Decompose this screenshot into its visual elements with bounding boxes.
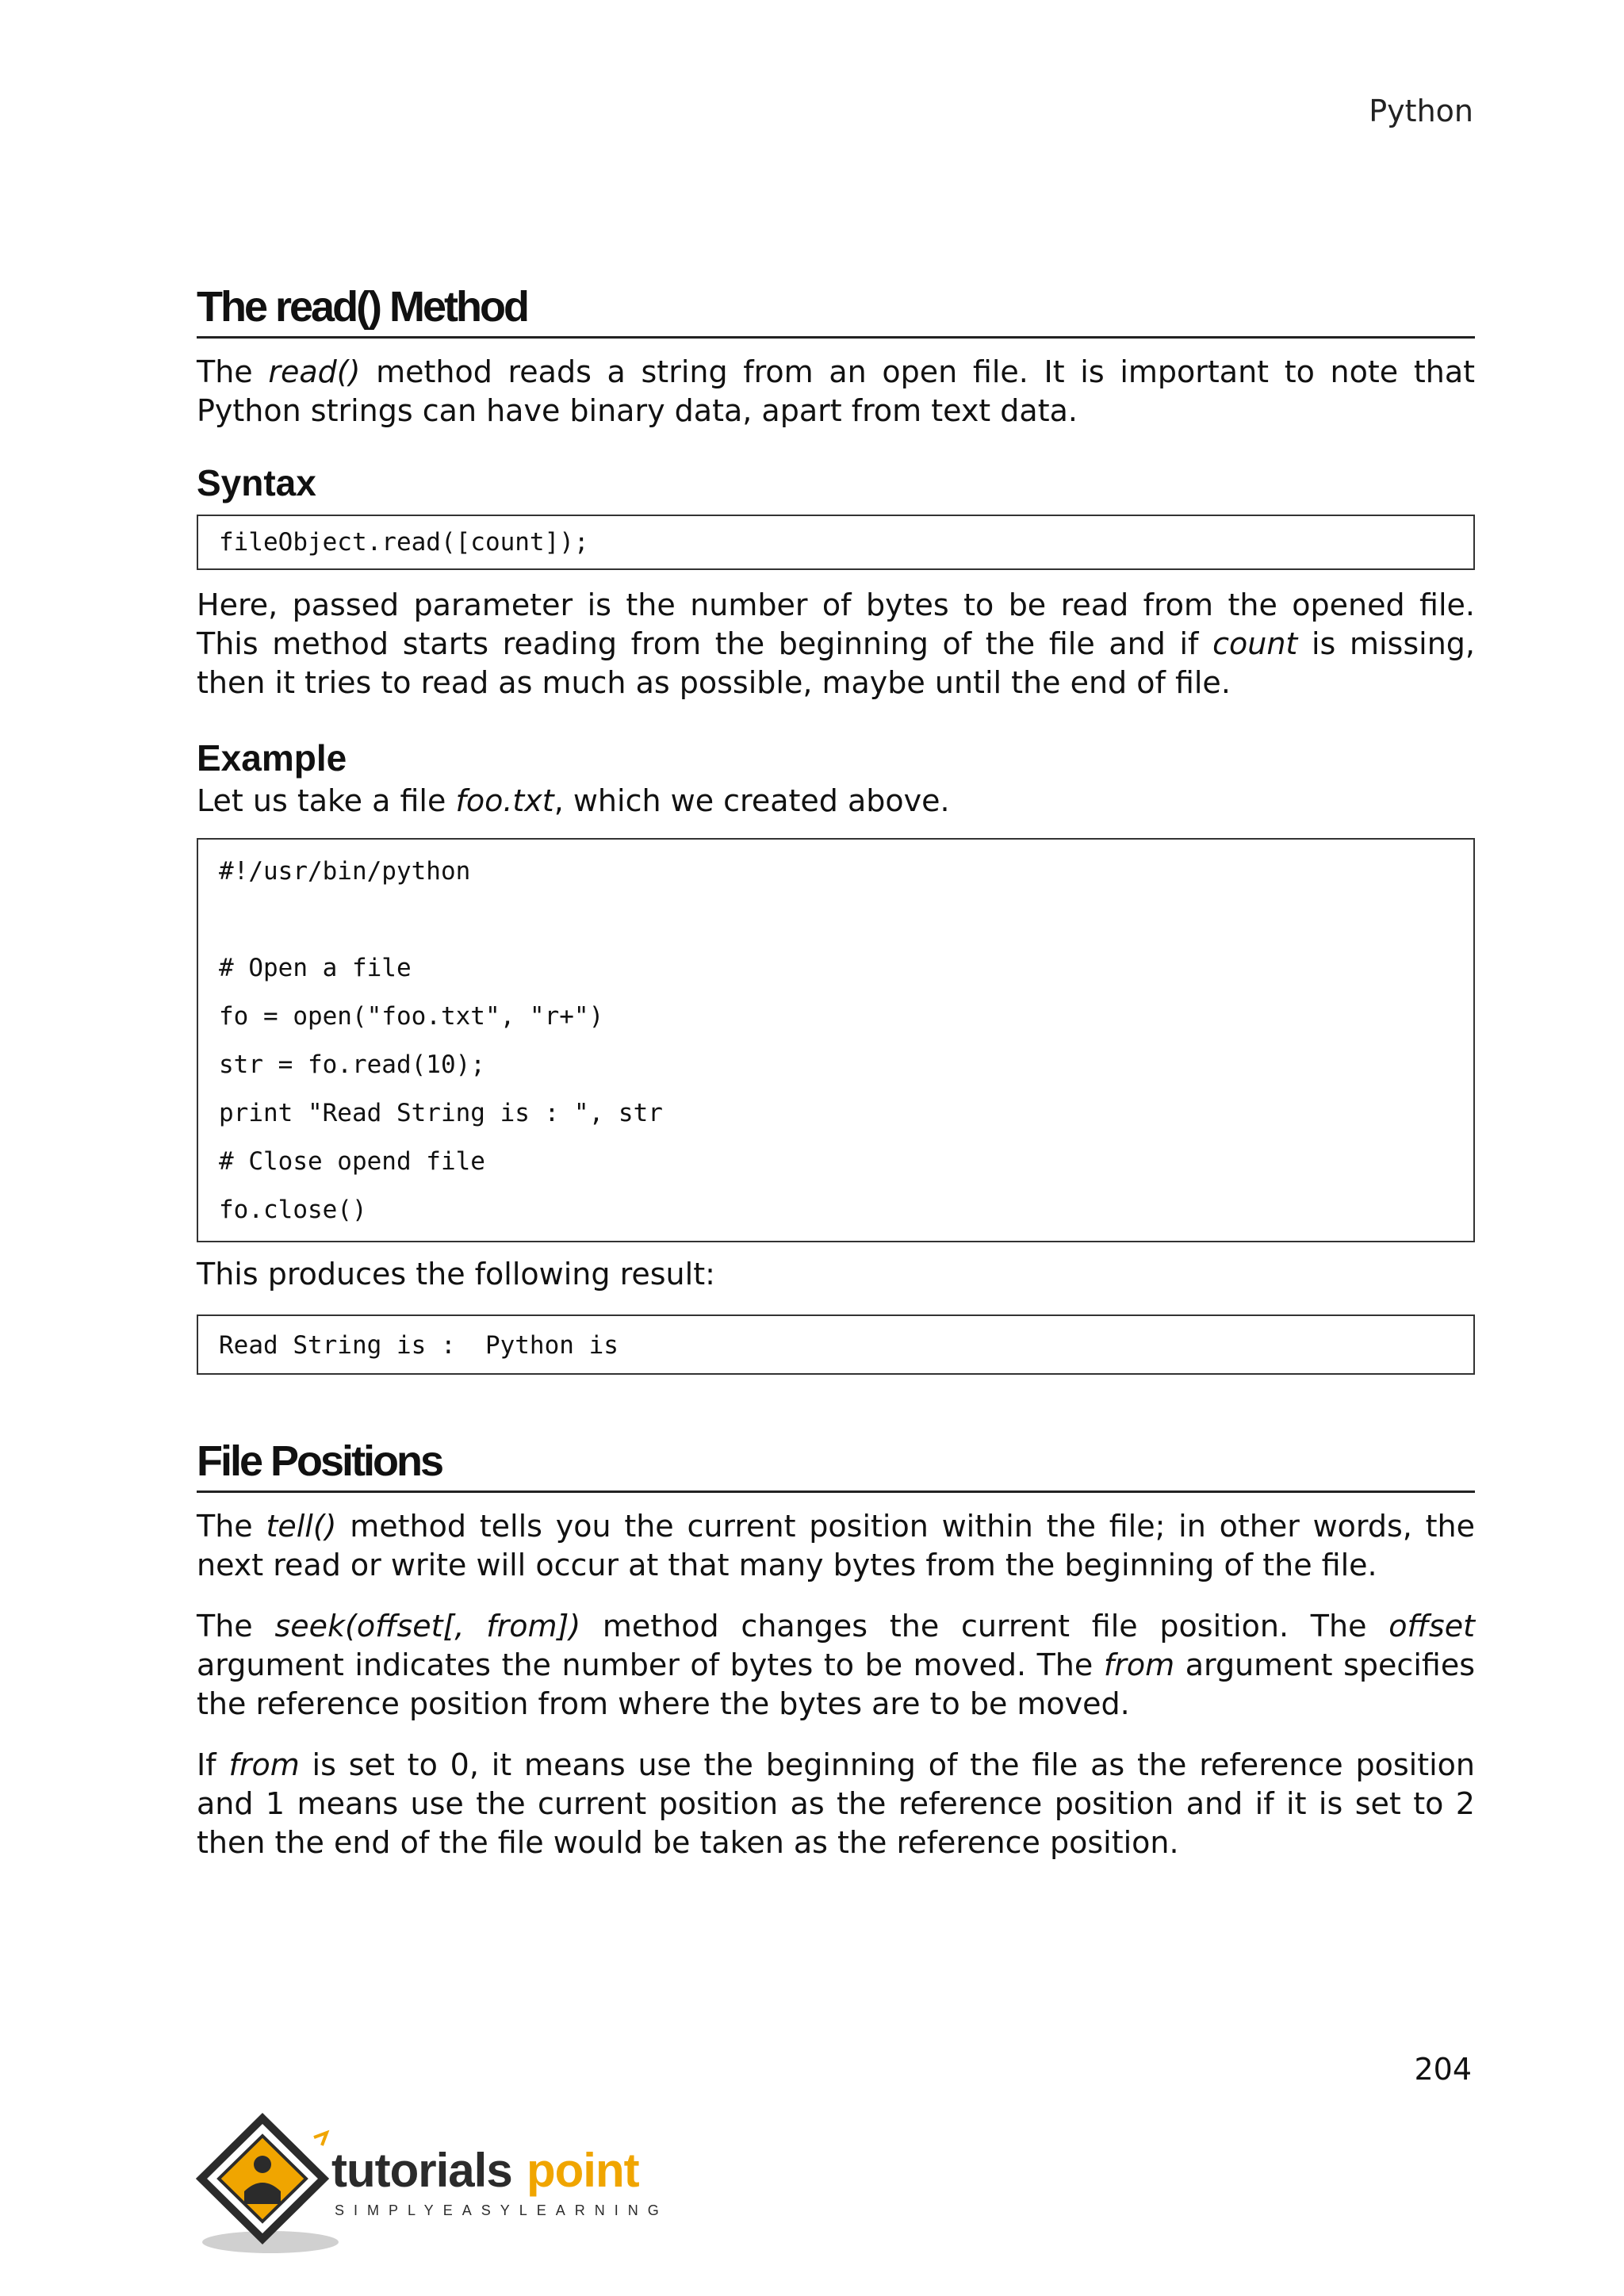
result-intro: This produces the following result: [197, 1257, 715, 1292]
example-intro: Let us take a file foo.txt, which we created above. [197, 783, 950, 818]
section-title-file-positions: File Positions [197, 1433, 1475, 1493]
code-line: fo.close() [219, 1196, 367, 1224]
code-line: fo = open("foo.txt", "r+") [219, 1002, 604, 1031]
file-positions-from: If from is set to 0, it means use the beginning of the file as the reference position and 1 means use the current position as the reference position and if it is set to 2 then the end of the file would be taken as the reference position. [197, 1747, 1476, 1860]
logo-word-tutorials: tutorials [331, 2144, 512, 2197]
example-heading: Example [197, 737, 347, 779]
code-line: #!/usr/bin/python [219, 857, 471, 886]
code-line: # Close opend file [219, 1147, 485, 1176]
code-line: str = fo.read(10); [219, 1050, 485, 1079]
running-header: Python [1369, 94, 1473, 128]
syntax-code-line: fileObject.read([count]); [219, 528, 589, 557]
read-method-explanation: Here, passed parameter is the number of bytes to be read from the opened file. This method starts reading from the beginning of the file and if count is missing, then it tries to read as much as possible, maybe until the end of file. [197, 587, 1475, 700]
result-code-box [197, 1314, 1475, 1375]
page-number: 204 [1414, 2052, 1472, 2087]
file-positions-seek: The seek(offset[, from]) method changes the current file position. The offset argument indicates the number of bytes to be moved. The from argument specifies the reference position from where the bytes are to be moved. [197, 1609, 1475, 1721]
syntax-heading: Syntax [197, 462, 316, 503]
result-code-line: Read String is : Python is [219, 1331, 619, 1360]
page-content [197, 279, 1475, 1862]
example-code-box [197, 838, 1475, 1242]
file-positions-tell: The tell() method tells you the current position within the file; in other words, the next read or write will occur at that many bytes from the beginning of the file. [197, 1509, 1475, 1582]
read-method-intro: The read() method reads a string from an open file. It is important to note that Python strings can have binary data, apart from text data. [197, 354, 1476, 428]
tutorialspoint-logo [195, 2109, 687, 2267]
code-line: print "Read String is : ", str [219, 1099, 663, 1127]
code-line [219, 896, 1453, 944]
logo-word-point: point [527, 2144, 639, 2197]
section-title-read-method: The read() Method [197, 279, 1475, 339]
syntax-code-box [197, 515, 1475, 570]
code-line: # Open a file [219, 954, 412, 982]
logo-tagline: SIMPLYEASYLEARNING [335, 2202, 668, 2218]
